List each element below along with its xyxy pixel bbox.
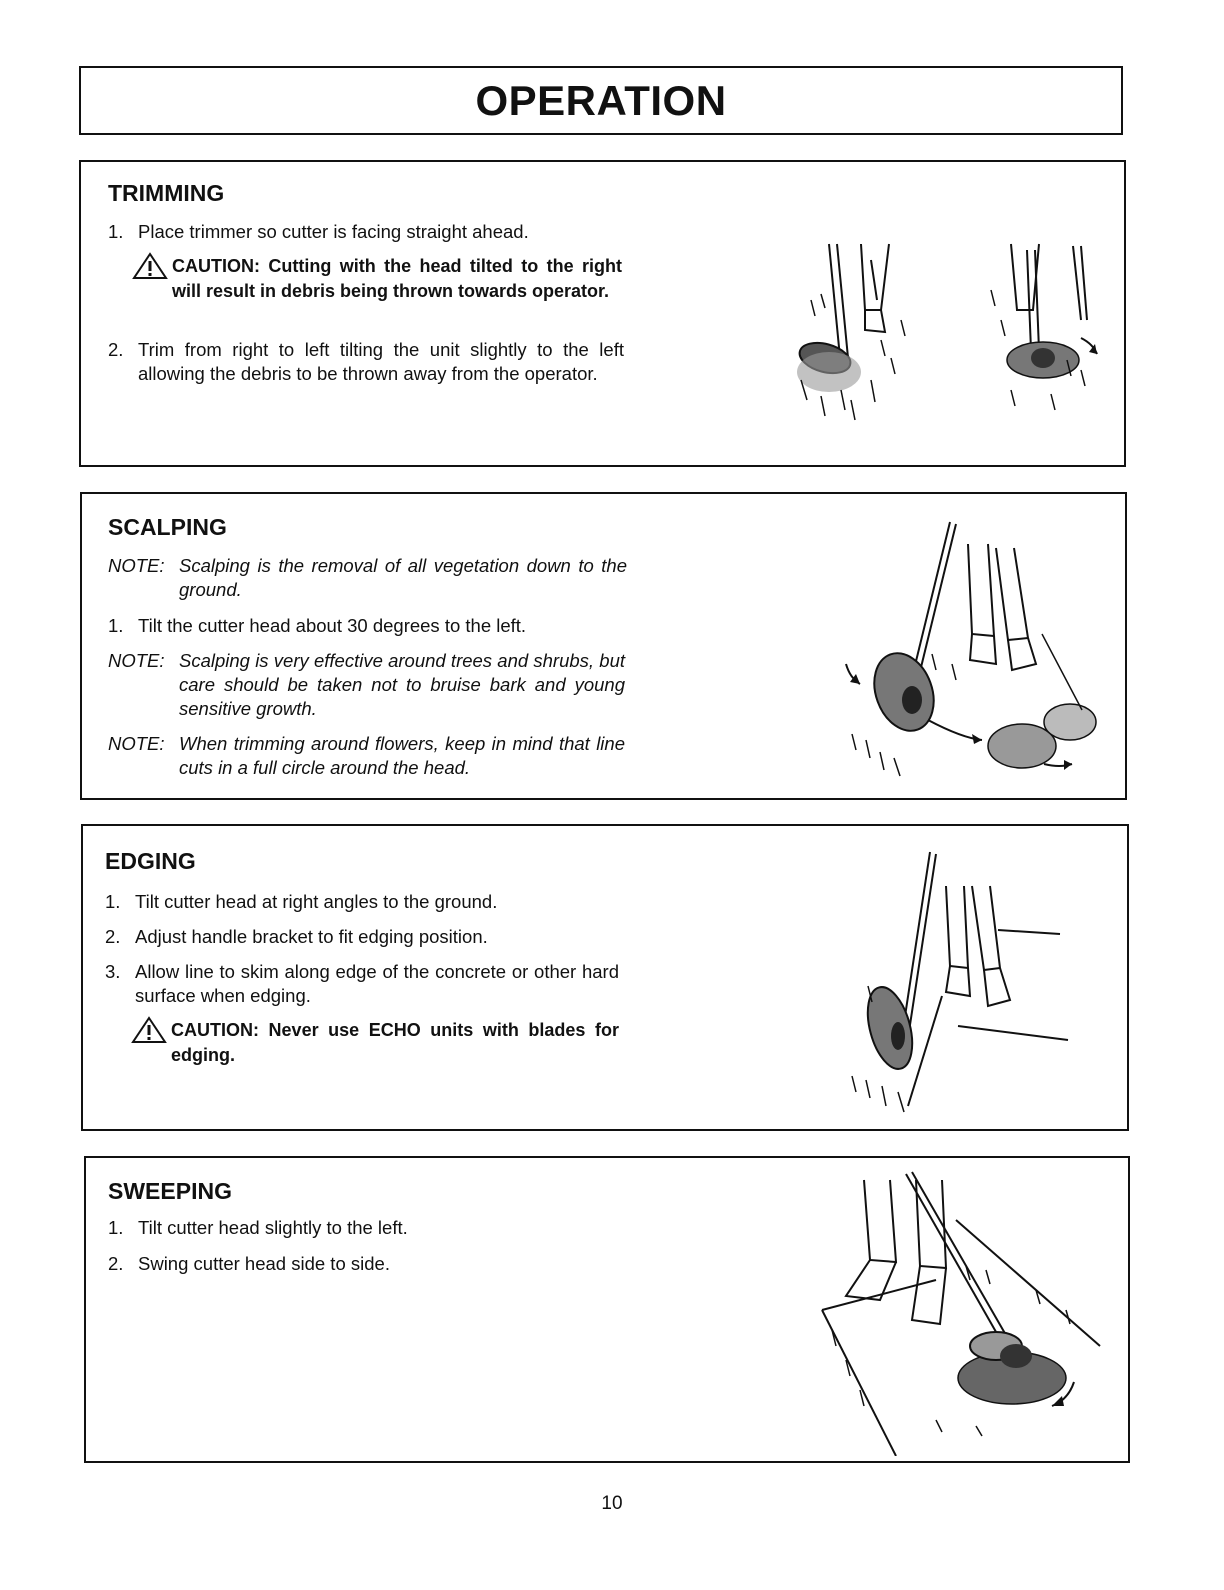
section-title-edging: EDGING [105,848,196,874]
section-title-scalping: SCALPING [108,514,227,540]
page-title-box [79,66,1123,135]
page-number: 10 [601,1493,623,1514]
edging-step-1: 1. Tilt cutter head at right angles to the ground. [105,891,498,912]
section-trimming [79,160,1126,467]
edging-step-3: 3. Allow line to skim along edge of the concrete or other hard surface when edging. [105,961,619,1006]
warning-triangle-icon [132,252,168,280]
edging-caution: CAUTION: Never use ECHO units with blades for edging. [131,1018,631,1070]
sweeping-illustration [816,1170,1116,1456]
scalping-note-2: NOTE: Scalping is very effective around trees and shrubs, but care should be taken not to bruise bark and young sensitive growth. [108,650,625,719]
section-sweeping [84,1156,1130,1463]
sweeping-step-2: 2. Swing cutter head side to side. [108,1253,390,1274]
trimming-step-1: 1. Place trimmer so cutter is facing straight ahead. [108,221,529,242]
scalping-note-1: NOTE: Scalping is the removal of all vegetation down to the ground. [108,555,627,600]
trimming-illustration [781,240,1101,426]
trimming-caution: CAUTION: Cutting with the head tilted to the right will result in debris being thrown towards operator. [132,254,624,330]
section-scalping [80,492,1127,800]
section-title-trimming: TRIMMING [108,180,225,206]
scalping-illustration [832,514,1112,782]
scalping-step-1: 1. Tilt the cutter head about 30 degrees to the left. [108,615,527,636]
scalping-note-3: NOTE: When trimming around flowers, keep in mind that line cuts in a full circle around the head. [108,733,625,778]
warning-triangle-icon [131,1016,167,1044]
section-title-sweeping: SWEEPING [108,1178,232,1204]
edging-illustration [838,846,1078,1116]
trimming-step-2: 2. Trim from right to left tilting the unit slightly to the left allowing the debris to be thrown away from the operator. [108,339,624,384]
page-title: OPERATION [475,76,727,124]
sweeping-step-1: 1. Tilt cutter head slightly to the left. [108,1217,408,1238]
edging-step-2: 2. Adjust handle bracket to fit edging position. [105,926,488,947]
section-edging [81,824,1129,1131]
